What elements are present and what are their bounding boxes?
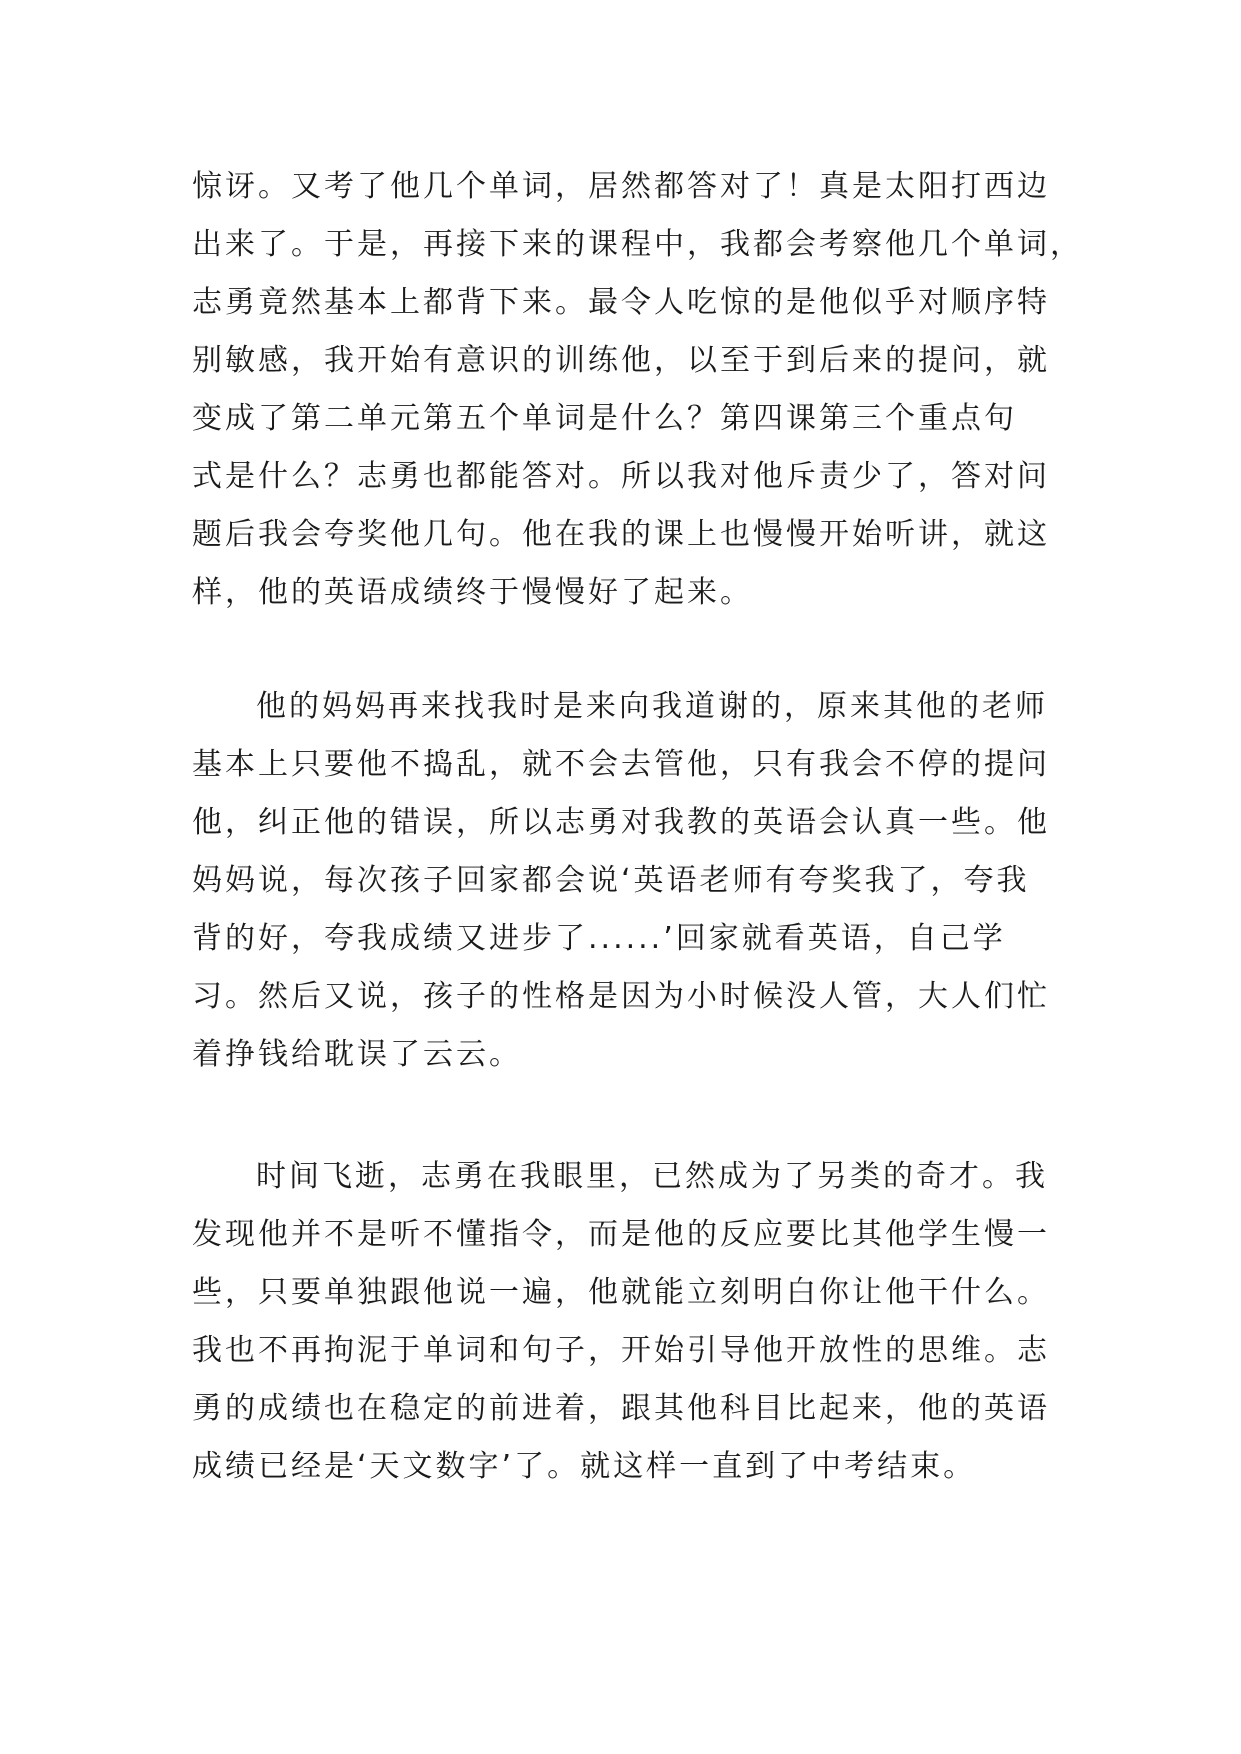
paragraph-line: 妈妈说，每次孩子回家都会说‘英语老师有夸奖我了，夸我 [192,863,1030,898]
paragraph-line: 时间飞逝，志勇在我眼里，已然成为了另类的奇才。我 [256,1159,1048,1194]
paragraph-line: 别敏感，我开始有意识的训练他，以至于到后来的提问，就 [192,343,1050,378]
paragraph-3 [192,1148,1072,1496]
paragraph-line: 背的好，夸我成绩又进步了......’回家就看英语，自己学 [192,921,1006,956]
paragraph-line: 出来了。于是，再接下来的课程中，我都会考察他几个单词， [192,227,1083,262]
paragraph-line: 式是什么？志勇也都能答对。所以我对他斥责少了，答对问 [192,459,1050,494]
paragraph-line: 着挣钱给耽误了云云。 [192,1037,522,1072]
paragraph-line: 志勇竟然基本上都背下来。最令人吃惊的是他似乎对顺序特 [192,285,1050,320]
paragraph-line: 基本上只要他不捣乱，就不会去管他，只有我会不停的提问 [192,747,1050,782]
paragraph-line: 惊讶。又考了他几个单词，居然都答对了！真是太阳打西边 [192,169,1050,204]
paragraph-line: 我也不再拘泥于单词和句子，开始引导他开放性的思维。志 [192,1333,1050,1368]
paragraph-line: 题后我会夸奖他几句。他在我的课上也慢慢开始听讲，就这 [192,517,1050,552]
paragraph-line: 些，只要单独跟他说一遍，他就能立刻明白你让他干什么。 [192,1275,1050,1310]
paragraph-line: 习。然后又说，孩子的性格是因为小时候没人管，大人们忙 [192,979,1050,1014]
paragraph-line: 他的妈妈再来找我时是来向我道谢的，原来其他的老师 [256,689,1048,724]
paragraph-line: 勇的成绩也在稳定的前进着，跟其他科目比起来，他的英语 [192,1391,1050,1426]
paragraph-line: 样，他的英语成绩终于慢慢好了起来。 [192,575,753,610]
paragraph-1 [192,158,1083,622]
paragraph-line: 他，纠正他的错误，所以志勇对我教的英语会认真一些。他 [192,805,1050,840]
paragraph-line: 变成了第二单元第五个单词是什么？第四课第三个重点句 [192,401,1017,436]
paragraph-line: 发现他并不是听不懂指令，而是他的反应要比其他学生慢一 [192,1217,1050,1252]
paragraph-2 [192,678,1072,1084]
paragraph-line: 成绩已经是‘天文数字’了。就这样一直到了中考结束。 [192,1449,977,1484]
